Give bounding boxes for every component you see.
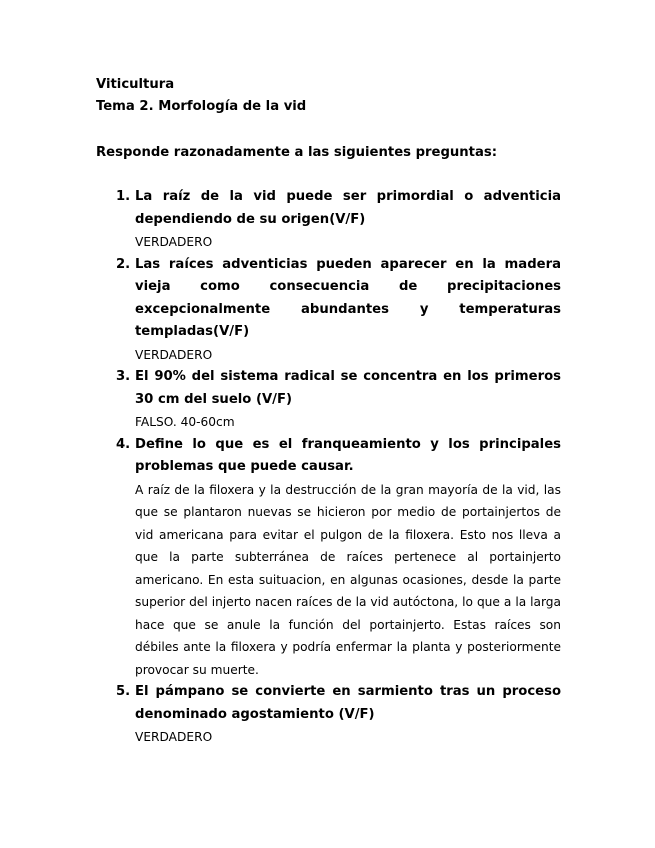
question-text: La raíz de la vid puede ser primordial o adventicia dependiendo de su origen(V/F): [135, 189, 561, 227]
answer-text: VERDADERO: [135, 235, 213, 249]
question-number: 3.: [116, 369, 131, 384]
question-item-3: [96, 366, 561, 434]
instructions: Responde razonadamente a las siguientes preguntas:: [96, 145, 498, 160]
question-number: 2.: [116, 256, 131, 272]
answer-text: VERDADERO: [135, 347, 213, 362]
question-item-2: [96, 254, 561, 367]
question-text: El 90% del sistema radical se concentra en los primeros 30 cm del suelo (V/F): [135, 369, 561, 407]
question-text: El pámpano se convierte en sarmiento tras un proceso denominado agostamiento (V/F): [135, 684, 561, 722]
topic-title: Tema 2. Morfología de la vid: [96, 99, 307, 114]
question-number: 5.: [116, 684, 131, 699]
question-number: 1.: [116, 189, 131, 204]
question-item-5: [96, 681, 561, 749]
answer-text: A raíz de la filoxera y la destrucción de la gran mayoría de la vid, las que se plantaron nuevas se hicieron por medio de portainjertos de vid americana para evitar el pulgon de la filoxera. Esto nos lleva a que la parte subterránea de raíces pertenece al portainjerto americano. En esta suituacion, en algunas ocasiones, desde la parte superior del injerto nacen raíces de la vid autóctona, lo que a la larga hace que se anule la función del portainjerto. Estas raíces son débiles ante la filoxera y podría enfermar la planta y posteriormente provocar su muerte.: [135, 482, 561, 677]
answer-text: FALSO. 40-60cm: [135, 415, 235, 429]
answer-text: VERDADERO: [135, 730, 213, 744]
question-item-4: [96, 434, 561, 682]
question-list: [96, 186, 561, 749]
question-item-1: [96, 186, 561, 254]
question-number: 4.: [116, 436, 131, 452]
document-page: [96, 74, 561, 749]
course-title: Viticultura: [96, 77, 175, 92]
question-text: Define lo que es el franqueamiento y los principales problemas que puede causar.: [135, 436, 561, 474]
question-text: Las raíces adventicias pueden aparecer en la madera vieja como consecuencia de precipitaciones excepcionalmente abundantes y temperaturas templadas(V/F): [135, 256, 561, 339]
